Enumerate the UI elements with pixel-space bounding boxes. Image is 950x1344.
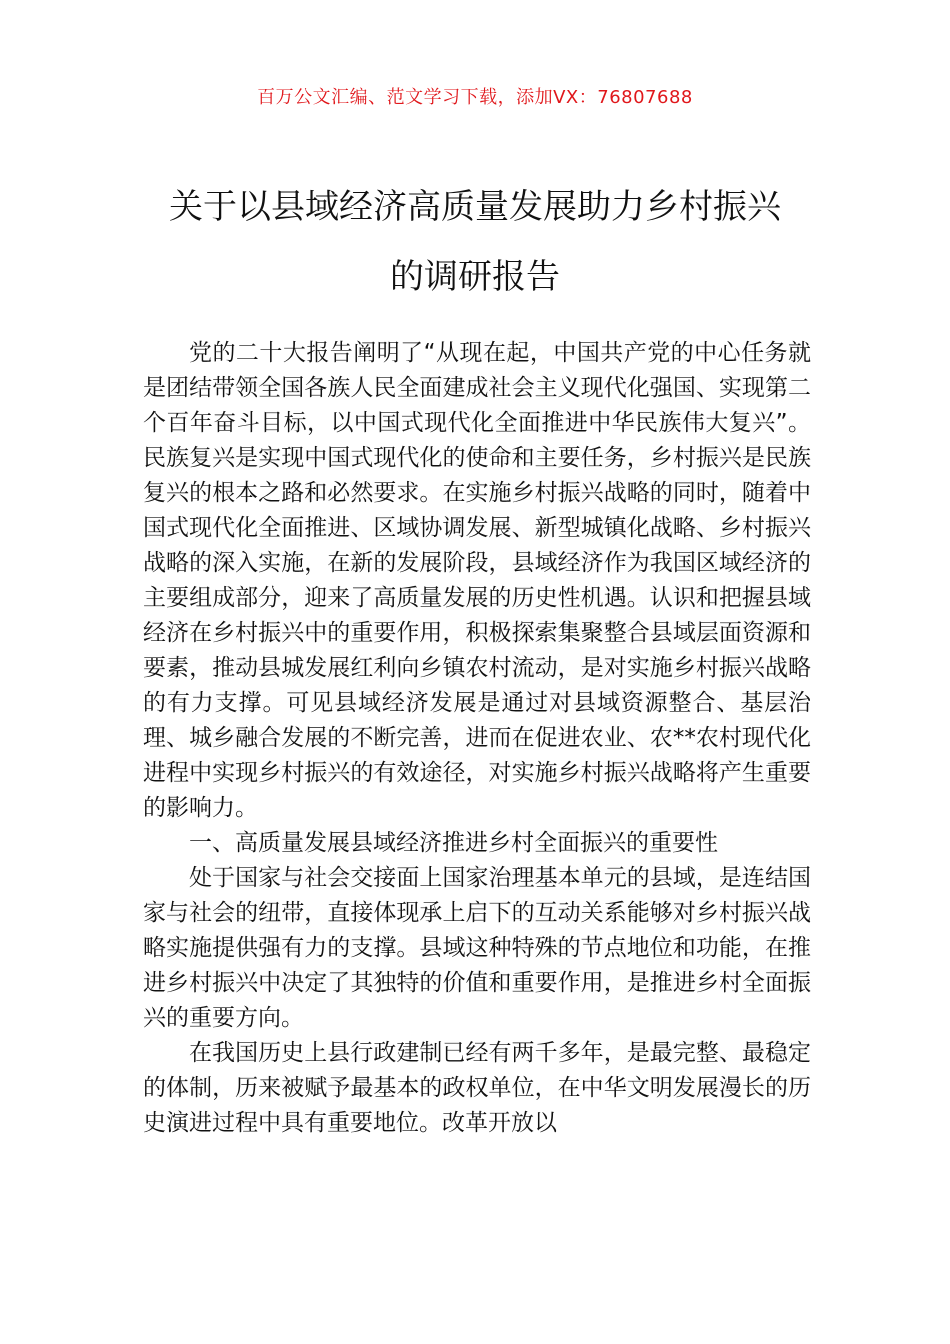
title-line-1: 关于以县域经济高质量发展助力乡村振兴: [169, 187, 781, 227]
paragraph-intro: 党的二十大报告阐明了“从现在起，中国共产党的中心任务就是团结带领全国各族人民全面建成社会主义现代化强国、实现第二个百年奋斗目标，以中国式现代化全面推进中华民族伟大复兴”。民族复兴是实现中国式现代化的使命和主要任务，乡村振兴是民族复兴的根本之路和必然要求。在实施乡村振兴战略的同时，随着中国式现代化全面推进、区域协调发展、新型城镇化战略、乡村振兴战略的深入实施，在新的发展阶段，县域经济作为我国区域经济的主要组成部分，迎来了高质量发展的历史性机遇。认识和把握县域经济在乡村振兴中的重要作用，积极探索集聚整合县域层面资源和要素，推动县城发展红利向乡镇农村流动，是对实施乡村振兴战略的有力支撑。可见县域经济发展是通过对县域资源整合、基层治理、城乡融合发展的不断完善，进而在促进农业、农**农村现代化进程中实现乡村振兴的有效途径，对实施乡村振兴战略将产生重要的影响力。: [143, 340, 811, 821]
document-body: [143, 336, 811, 1141]
paragraph-county-history: 在我国历史上县行政建制已经有两千多年，是最完整、最稳定的体制，历来被赋予最基本的政权单位，在中华文明发展漫长的历史演进过程中具有重要地位。改革开放以: [143, 1040, 811, 1136]
title-line-2: 的调研报告: [390, 257, 560, 297]
paragraph-county-role: 处于国家与社会交接面上国家治理基本单元的县域，是连结国家与社会的纽带，直接体现承上启下的互动关系能够对乡村振兴战略实施提供强有力的支撑。县域这种特殊的节点地位和功能，在推进乡村振兴中决定了其独特的价值和重要作用，是推进乡村全面振兴的重要方向。: [143, 865, 811, 1031]
document-title: [100, 172, 850, 312]
section-heading-1: 一、高质量发展县域经济推进乡村全面振兴的重要性: [189, 830, 718, 856]
header-contact-note: 百万公文汇编、范文学习下载，添加VX：76807688: [257, 87, 693, 108]
